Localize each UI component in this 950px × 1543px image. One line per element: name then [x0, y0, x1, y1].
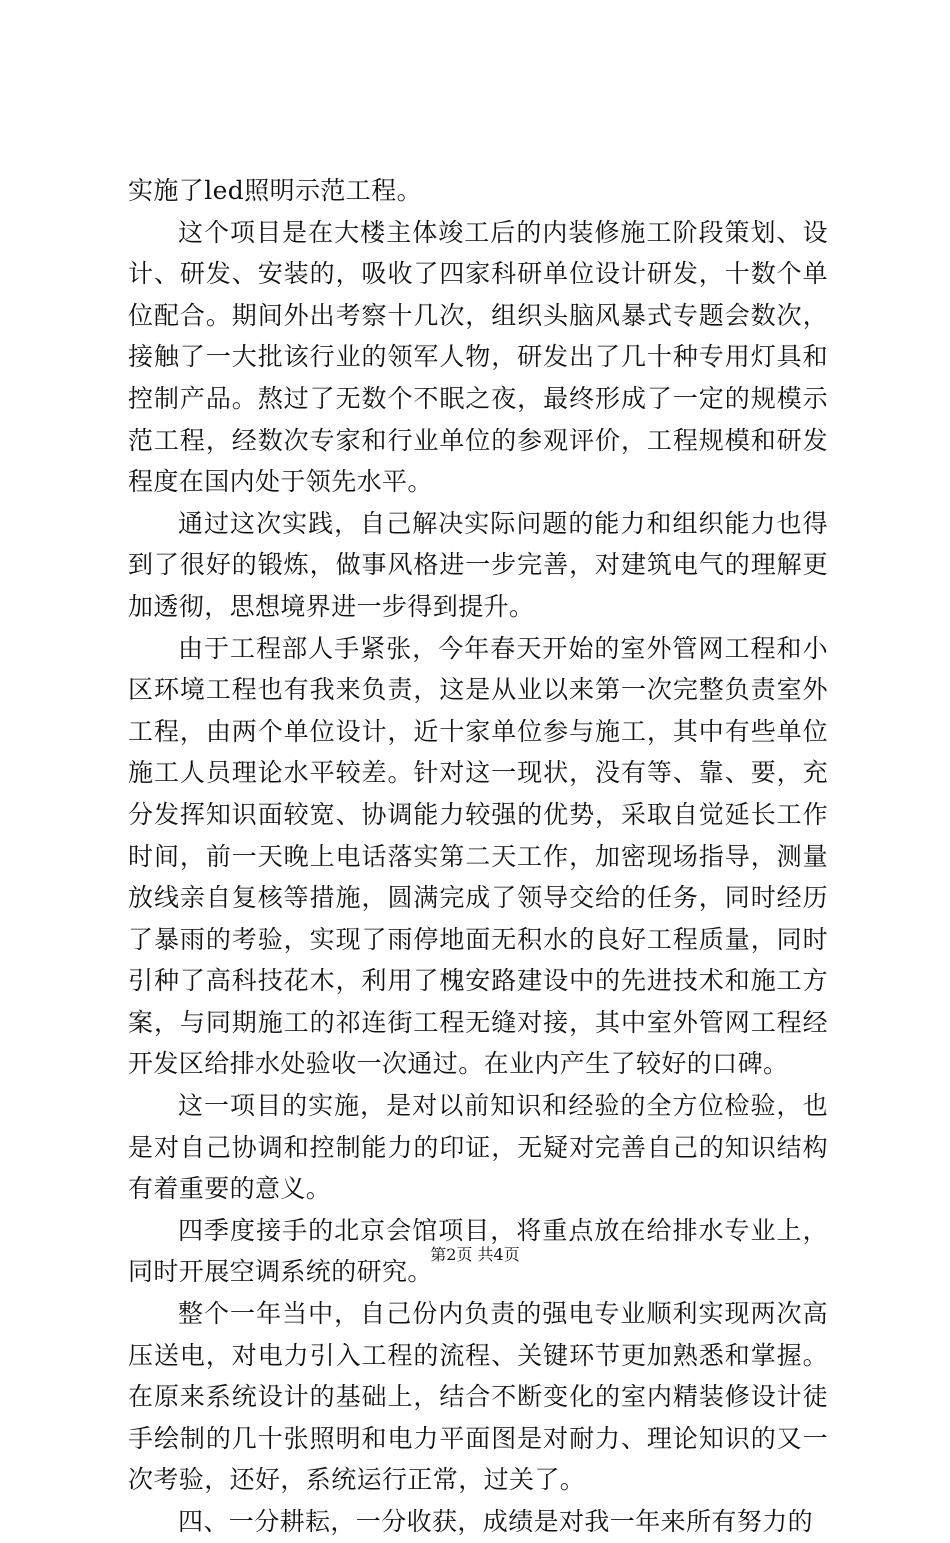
- page-footer: 第2页 共4页: [430, 1245, 520, 1264]
- paragraph-8: 四、一分耕耘，一分收获，成绩是对我一年来所有努力的: [178, 1507, 814, 1536]
- paragraph-5: 这一项目的实施，是对以前知识和经验的全方位检验，也是对自己协调和控制能力的印证，无疑对完善自己的知识结构有着重要的意义。: [128, 1091, 828, 1204]
- paragraph-4: 由于工程部人手紧张，今年春天开始的室外管网工程和小区环境工程也有我来负责，这是从业以来第一次完整负责室外工程，由两个单位设计，近十家单位参与施工，其中有些单位施工人员理论水平较差。针对这一现状，没有等、靠、要，充分发挥知识面较宽、协调能力较强的优势，采取自觉延长工作时间，前一天晚上电话落实第二天工作，加密现场指导，测量放线亲自复核等措施，圆满完成了领导交给的任务，同时经历了暴雨的考验，实现了雨停地面无积水的良好工程质量，同时引种了高科技花木，利用了槐安路建设中的先进技术和施工方案，与同期施工的祁连街工程无缝对接，其中室外管网工程经开发区给排水处验收一次通过。在业内产生了较好的口碑。: [128, 633, 828, 1079]
- paragraph-3: 通过这次实践，自己解决实际问题的能力和组织能力也得到了很好的锻炼，做事风格进一步完善，对建筑电气的理解更加透彻，思想境界进一步得到提升。: [128, 508, 828, 621]
- paragraph-7: 整个一年当中，自己份内负责的强电专业顺利实现两次高压送电，对电力引入工程的流程、关键环节更加熟悉和掌握。在原来系统设计的基础上，结合不断变化的室内精装修设计徒手绘制的几十张照明和电力平面图是对耐力、理论知识的又一次考验，还好，系统运行正常，过关了。: [128, 1299, 828, 1495]
- paragraph-1: 实施了led照明示范工程。: [128, 176, 422, 205]
- body-text: [128, 170, 828, 1543]
- paragraph-2: 这个项目是在大楼主体竣工后的内装修施工阶段策划、设计、研发、安装的，吸收了四家科研单位设计研发，十数个单位配合。期间外出考察十几次，组织头脑风暴式专题会数次，接触了一大批该行业的领军人物，研发出了几十种专用灯具和控制产品。熬过了无数个不眠之夜，最终形成了一定的规模示范工程，经数次专家和行业单位的参观评价，工程规模和研发程度在国内处于领先水平。: [128, 217, 828, 497]
- paragraph-6: 四季度接手的北京会馆项目，将重点放在给排水专业上，同时开展空调系统的研究。: [128, 1215, 828, 1287]
